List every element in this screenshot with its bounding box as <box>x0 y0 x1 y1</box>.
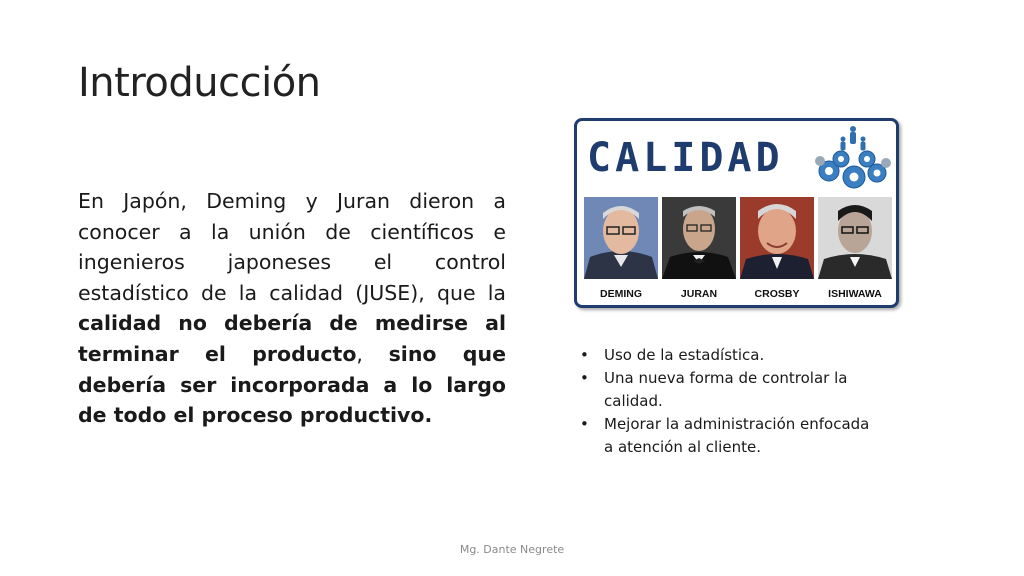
body-text-part-1: En Japón, Deming y Juran dieron a conocer a la unión de científicos e ingenieros japoneses el control estadístico de la calidad (JUSE), que la <box>78 189 506 305</box>
name-label: JURAN <box>680 288 718 300</box>
gears-people-icon <box>809 123 895 193</box>
slide-title: Introducción <box>78 60 321 106</box>
calidad-image-card <box>574 118 899 308</box>
portrait-ishiwawa <box>818 197 892 279</box>
portrait-deming <box>584 197 658 279</box>
bullet-list <box>578 344 878 459</box>
bullet-item: • Uso de la estadística. <box>578 344 878 367</box>
name-label: CROSBY <box>754 288 800 300</box>
name-label: ISHIWAWA <box>828 288 882 300</box>
portraits-row <box>584 197 894 279</box>
body-text-bold-2: sino que debería ser incorporada a lo largo de todo el proceso productivo. <box>78 341 506 428</box>
portrait-crosby <box>740 197 814 279</box>
names-row <box>584 288 894 302</box>
body-text-part-2: , <box>356 341 389 366</box>
footer-author: Mg. Dante Negrete <box>459 543 565 556</box>
bullet-item: • Una nueva forma de controlar la calidad. <box>578 367 878 413</box>
body-paragraph <box>78 186 506 431</box>
calidad-logo-title: CALIDAD <box>587 135 784 181</box>
portrait-juran <box>662 197 736 279</box>
body-text-bold-1: calidad no debería de medirse al terminar el producto <box>78 311 506 366</box>
bullet-item: • Mejorar la administración enfocada a atención al cliente. <box>578 413 878 459</box>
name-label: DEMING <box>600 288 642 300</box>
